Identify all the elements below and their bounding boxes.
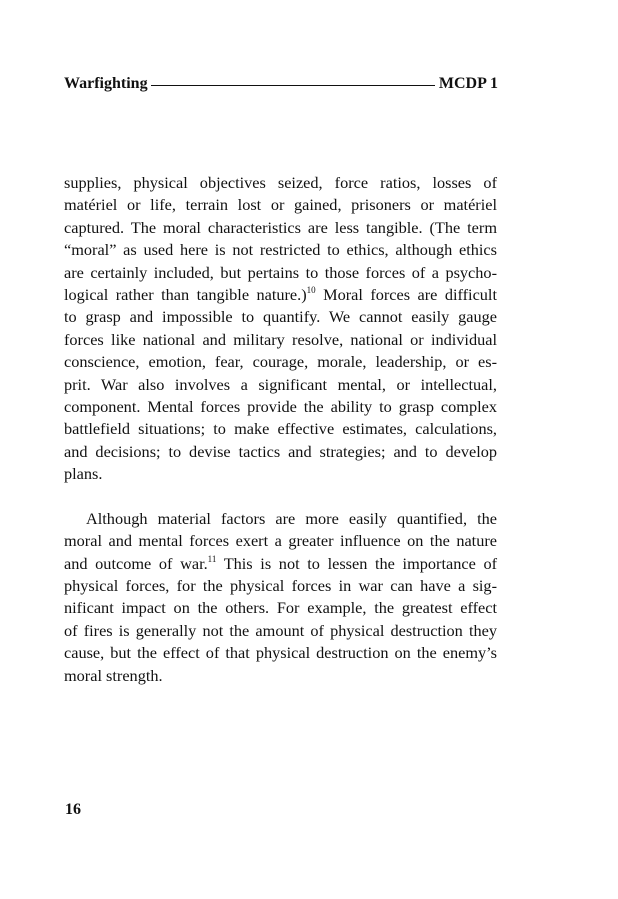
body-text bbox=[64, 172, 497, 687]
text-line: to grasp and impossible to quantify. We cannot easily gauge bbox=[64, 307, 497, 327]
header-publication-id: MCDP 1 bbox=[438, 75, 498, 92]
text-line: of fires is generally not the amount of physical destruction they bbox=[64, 620, 497, 640]
text-fragment: This is not to lessen the importance of bbox=[223, 553, 498, 573]
text-line: matériel or life, terrain lost or gained, prisoners or matériel bbox=[64, 195, 497, 215]
text-line: are certainly included, but pertains to those forces of a psycho- bbox=[64, 262, 497, 282]
text-fragment: logical rather than tangible nature.) bbox=[64, 284, 307, 304]
text-fragment: and outcome of war. bbox=[64, 553, 208, 573]
text-line: prit. War also involves a significant mental, or intellectual, bbox=[64, 374, 497, 394]
text-line: “moral” as used here is not restricted to ethics, although ethics bbox=[64, 240, 497, 260]
text-line: moral and mental forces exert a greater influence on the nature bbox=[64, 531, 497, 551]
text-line: nificant impact on the others. For example, the greatest effect bbox=[64, 598, 497, 618]
footnote-ref-11: 11 bbox=[207, 553, 217, 564]
paragraph-1 bbox=[64, 172, 497, 485]
text-line: moral strength. bbox=[64, 665, 163, 685]
text-line-with-footnote bbox=[64, 284, 497, 306]
text-line: battlefield situations; to make effective estimates, calculations, bbox=[64, 419, 497, 439]
header-book-title: Warfighting bbox=[64, 75, 148, 92]
text-line: physical forces, for the physical forces in war can have a sig- bbox=[64, 576, 497, 596]
text-line: forces like national and military resolve, national or individual bbox=[64, 329, 497, 349]
text-line: Although material factors are more easily quantified, the bbox=[86, 508, 497, 528]
text-line: plans. bbox=[64, 464, 103, 484]
text-line: captured. The moral characteristics are less tangible. (The term bbox=[64, 217, 497, 237]
text-fragment: Moral forces are difficult bbox=[323, 284, 497, 304]
text-line: conscience, emotion, fear, courage, morale, leadership, or es- bbox=[64, 352, 497, 372]
running-header bbox=[64, 74, 498, 94]
header-rule bbox=[151, 85, 435, 86]
text-line: component. Mental forces provide the ability to grasp complex bbox=[64, 396, 497, 416]
page-number: 16 bbox=[65, 801, 81, 818]
text-line: and decisions; to devise tactics and strategies; and to develop bbox=[64, 441, 497, 461]
text-line: supplies, physical objectives seized, force ratios, losses of bbox=[64, 173, 497, 192]
text-line: cause, but the effect of that physical destruction on the enemy’s bbox=[64, 643, 497, 663]
footnote-ref-10: 10 bbox=[306, 284, 316, 295]
text-line-with-footnote bbox=[64, 553, 497, 575]
paragraph-2 bbox=[64, 508, 497, 687]
